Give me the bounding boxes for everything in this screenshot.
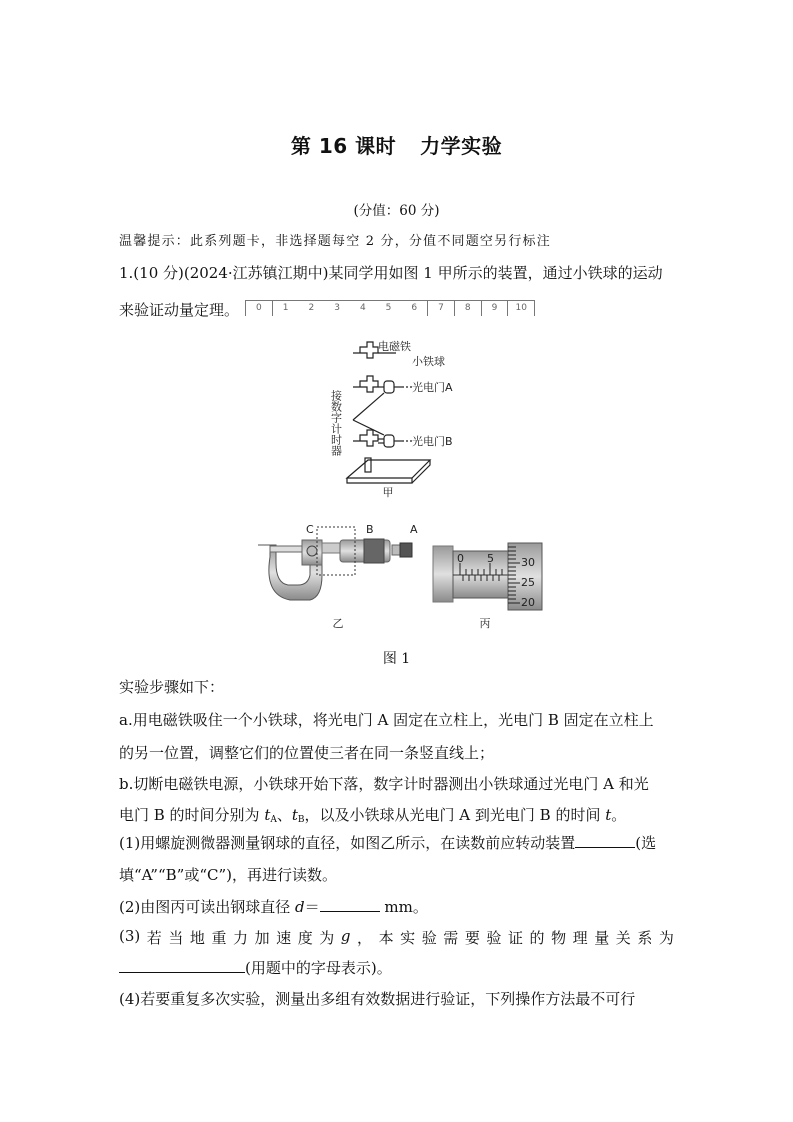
figure-jia-apparatus — [320, 330, 480, 500]
word: 加 — [254, 929, 270, 947]
main-scale-5: 5 — [487, 552, 494, 565]
text: 。 — [611, 806, 627, 824]
word: 需 — [443, 929, 459, 947]
var-t: t — [264, 806, 271, 824]
ruler-tick: 8 — [454, 301, 481, 316]
step-a-line1: a.用电磁铁吸住一个小铁球，将光电门 A 固定在立柱上，光电门 B 固定在立柱上 — [119, 711, 654, 729]
lesson-topic: 力学实验 — [420, 134, 503, 158]
label-ball: 小铁球 — [412, 355, 445, 368]
step-b-line1: b.切断电磁铁电源，小铁球开始下落，数字计时器测出小铁球通过光电门 A 和光 — [119, 775, 649, 793]
word: 实 — [400, 929, 416, 947]
word: 本 — [378, 929, 394, 947]
sub-a: A — [270, 815, 277, 825]
text: 电门 B 的时间分别为 — [119, 806, 265, 824]
figure-yi-micrometer — [250, 515, 430, 630]
sub-question-1-line2: 填“A”“B”或“C”)，再进行读数。 — [119, 866, 337, 884]
word: 量 — [594, 929, 610, 947]
word: 的 — [529, 929, 545, 947]
word: 要 — [464, 929, 480, 947]
var-d: d — [295, 898, 305, 916]
ruler-tick: 6 — [411, 303, 418, 313]
thimble-20: 20 — [521, 596, 535, 609]
label-c: C — [306, 523, 314, 536]
sub-b: B — [297, 815, 305, 825]
ruler-tick: 7 — [427, 301, 454, 316]
figure-bing-reading — [430, 535, 550, 630]
text: ，以及小铁球从光电门 A 到光电门 B 的时间 — [304, 806, 606, 824]
var-t: t — [291, 806, 298, 824]
sub-question-1 — [119, 832, 656, 853]
word: 地 — [189, 929, 205, 947]
ruler-tick: 0 — [256, 303, 262, 313]
ruler-tick: 2 — [308, 303, 315, 313]
question1-line2: 来验证动量定理。 — [119, 301, 240, 319]
label-b: B — [366, 523, 374, 536]
ruler-tick: 10 — [507, 301, 534, 316]
ruler-tick: 3 — [334, 303, 340, 313]
ruler-tick: 5 — [385, 303, 392, 313]
sub-question-3-line2 — [119, 957, 392, 978]
label-a: A — [410, 523, 418, 536]
label-gate-b: 光电门B — [412, 435, 453, 448]
word: 速 — [276, 929, 292, 947]
word: 验 — [421, 929, 437, 947]
word: 为 — [319, 929, 335, 947]
answer-blank-1[interactable] — [575, 833, 635, 848]
word: 理 — [572, 929, 588, 947]
lesson-number: 第 16 课时 — [290, 134, 397, 158]
label-timer: 接数字计时器 — [329, 390, 343, 456]
word: 系 — [637, 929, 653, 947]
word: 重 — [211, 929, 227, 947]
steps-heading: 实验步骤如下： — [119, 678, 225, 696]
text: (1)用螺旋测微器测量钢球的直径，如图乙所示，在读数前应转动装置 — [119, 834, 576, 852]
thimble-25: 25 — [521, 576, 535, 589]
var-t: t — [605, 806, 612, 824]
ruler-tick: 4 — [359, 303, 366, 313]
word: 物 — [551, 929, 567, 947]
sub-question-2 — [119, 896, 428, 917]
caption-bing: 丙 — [479, 617, 491, 630]
sub-question-3 — [119, 927, 674, 948]
caption-jia: 甲 — [382, 486, 394, 499]
text: ＝ — [304, 898, 320, 916]
word: 关 — [615, 929, 631, 947]
text: (用题中的字母表示)。 — [245, 959, 392, 977]
figure-caption: 图 1 — [382, 651, 411, 667]
word: 为 — [658, 929, 674, 947]
ruler-tick: 1 — [272, 301, 299, 316]
ruler-tick: 9 — [481, 301, 508, 316]
page-title — [0, 130, 793, 159]
sub-question-4: (4)若要重复多次实验，测量出多组有效数据进行验证，下列操作方法最不可行 — [119, 990, 636, 1008]
step-b-line2 — [119, 804, 626, 825]
main-scale-0: 0 — [457, 552, 464, 565]
step-a-line2: 的另一位置，调整它们的位置使三者在同一条竖直线上； — [119, 744, 495, 762]
word: 证 — [507, 929, 523, 947]
text: 、 — [276, 806, 292, 824]
word: 验 — [486, 929, 502, 947]
scale-ruler — [245, 300, 535, 316]
var-g: g — [340, 927, 351, 945]
word: 若 — [146, 929, 162, 947]
score-note: (分值：60 分) — [353, 203, 440, 219]
word: 力 — [233, 929, 249, 947]
word: 当 — [168, 929, 184, 947]
tip-note: 温馨提示：此系列题卡，非选择题每空 2 分，分值不同题空另行标注 — [119, 234, 551, 249]
text: (选 — [635, 834, 657, 852]
text: mm。 — [379, 898, 428, 916]
answer-blank-3[interactable] — [119, 958, 245, 973]
answer-blank-2[interactable] — [320, 897, 380, 912]
label-electromagnet: 电磁铁 — [378, 340, 411, 353]
word: ， — [357, 929, 373, 947]
text: (2)由图丙可读出钢球直径 — [119, 898, 296, 916]
question1-line1: 1.(10 分)(2024·江苏镇江期中)某同学用如图 1 甲所示的装置，通过小铁球的运动 — [119, 264, 663, 282]
label-gate-a: 光电门A — [412, 381, 453, 394]
caption-yi: 乙 — [332, 617, 344, 630]
word: 度 — [297, 929, 313, 947]
thimble-30: 30 — [521, 556, 535, 569]
word: (3) — [119, 927, 141, 945]
